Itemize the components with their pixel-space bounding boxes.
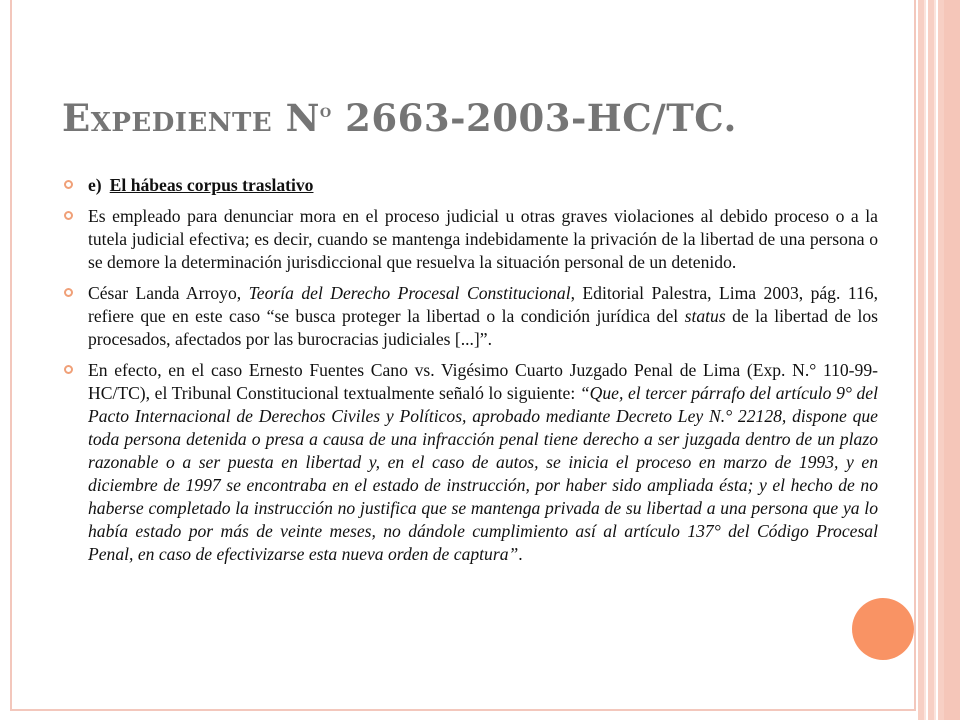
list-item bbox=[66, 359, 878, 566]
title-word-1: xpediente bbox=[90, 96, 273, 140]
list-item bbox=[66, 205, 878, 274]
list-item bbox=[66, 174, 878, 197]
accent-circle bbox=[852, 598, 914, 660]
paragraph-text: , Editorial Palestra, Lima 2003, pág. 116, refiere que en este caso “se busca proteger la libertad o la condición jurídica del bbox=[88, 283, 878, 326]
quoted-text: “Que, el tercer párrafo del artículo 9° del Pacto Internacional de Derechos Civiles y Políticos, aprobado mediante Decreto Ley N.° 22128, dispone que toda persona detenida o presa a causa de una infracción penal tiene derecho a ser juzgada dentro de un plazo razonable o a ser puesta en libertad y, en el caso de autos, se inicia el proceso en marzo de 1993, y en diciembre de 1997 se encontraba en el estado de instrucción, por haber sido ampliada ésta; y el hecho de no haberse completado la instrucción no justifica que se mantenga privada de su libertad a una persona que ya lo había estado por más de veinte meses, no dándole cumplimiento así al artículo 137° del Código Procesal Penal, en caso de efectivizarse esta nueva orden de captura” bbox=[88, 383, 879, 564]
title-superscript: o bbox=[319, 101, 332, 122]
item-letter: e) bbox=[88, 175, 102, 195]
list-item bbox=[66, 282, 878, 351]
slide-title bbox=[62, 96, 737, 140]
bullet-icon bbox=[64, 180, 73, 189]
slide-body bbox=[66, 174, 878, 574]
italic-term: status bbox=[684, 306, 726, 326]
bullet-icon bbox=[64, 365, 73, 374]
section-heading: El hábeas corpus traslativo bbox=[109, 175, 314, 195]
title-initial-2: N bbox=[285, 96, 320, 140]
decorative-stripe-band bbox=[944, 0, 960, 720]
bullet-icon bbox=[64, 211, 73, 220]
title-number: 2663-2003-HC/TC. bbox=[345, 96, 737, 140]
paragraph-text: Es empleado para denunciar mora en el proceso judicial u otras graves violaciones al debido proceso o a la tutela judicial efectiva; es decir, cuando se mantenga indebidamente la privación de la libertad de una persona o se demore la determinación jurisdiccional que resuelva la situación personal de un detenido. bbox=[88, 206, 878, 272]
book-title: Teoría del Derecho Procesal Constitucional bbox=[248, 283, 571, 303]
paragraph-text: de la libertad de los procesados, afectados por las burocracias judiciales [...]”. bbox=[88, 306, 878, 349]
paragraph-text: César Landa Arroyo, bbox=[88, 283, 249, 303]
title-initial-1: E bbox=[62, 96, 91, 140]
paragraph-end: . bbox=[518, 544, 523, 564]
bullet-icon bbox=[64, 288, 73, 297]
paragraph-text: En efecto, en el caso Ernesto Fuentes Cano vs. Vigésimo Cuarto Juzgado Penal de Lima (Exp. N.° 110-99-HC/TC), el Tribunal Constitucional textualmente señaló lo siguiente: bbox=[88, 360, 878, 403]
